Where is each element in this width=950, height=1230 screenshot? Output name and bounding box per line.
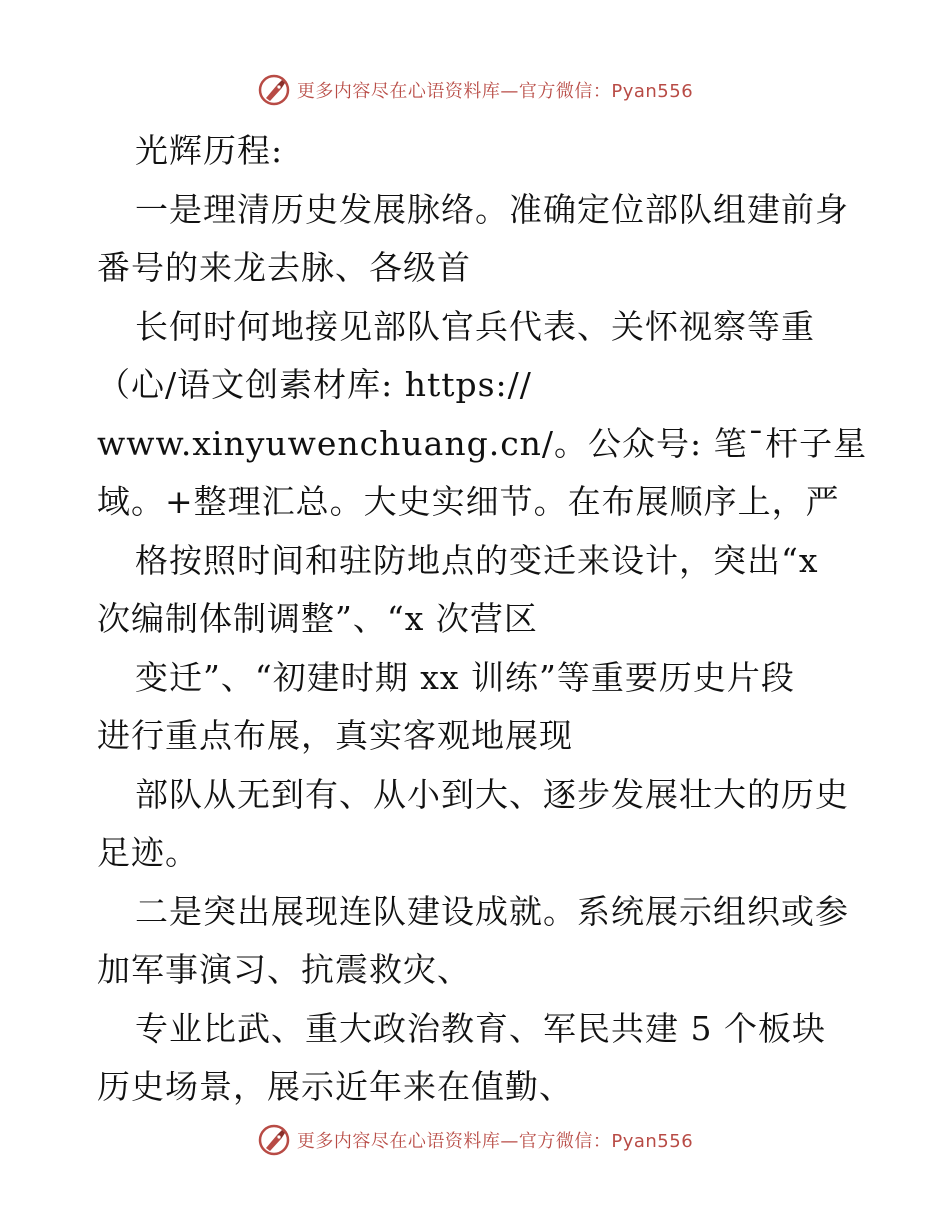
footer-banner <box>0 1120 950 1160</box>
section-heading: 光辉历程: <box>135 131 284 170</box>
paragraph-line: 加军事演习、抗震救灾、 <box>97 950 471 989</box>
pen-nib-logo-icon <box>257 73 291 107</box>
paragraph-line: 次编制体制调整”、“x 次营区 <box>97 599 538 638</box>
paragraph-line: 专业比武、重大政治教育、军民共建 5 个板块 <box>135 1008 826 1048</box>
paragraph-line: 二是突出展现连队建设成就。系统展示组织或参 <box>135 891 849 931</box>
paragraph-line: 历史场景，展示近年来在值勤、 <box>97 1067 573 1106</box>
header-banner-text: 更多内容尽在心语资料库—官方微信：Pyan556 <box>296 81 694 102</box>
header-banner <box>0 70 950 110</box>
paragraph-line: 长何时何地接见部队官兵代表、关怀视察等重 <box>135 306 815 346</box>
paragraph-line: 足迹。 <box>97 833 199 872</box>
paragraph-line: 进行重点布展，真实客观地展现 <box>97 716 573 755</box>
paragraph-line: 域。+整理汇总。大史实细节。在布展顺序上，严 <box>97 482 840 521</box>
paragraph-line: www.xinyuwenchuang.cn/。公众号: 笔¯杆子星 <box>97 423 868 463</box>
paragraph-line: 一是理清历史发展脉络。准确定位部队组建前身 <box>135 189 849 229</box>
footer-banner-text: 更多内容尽在心语资料库—官方微信：Pyan556 <box>296 1131 694 1152</box>
paragraph-line: （心/语文创素材库: https:// <box>97 365 532 404</box>
document-body <box>97 122 868 1117</box>
paragraph-line: 番号的来龙去脉、各级首 <box>97 248 471 287</box>
paragraph-line: 格按照时间和驻防地点的变迁来设计，突出“x <box>135 540 819 580</box>
paragraph-line: 变迁”、“初建时期 xx 训练”等重要历史片段 <box>135 657 795 697</box>
paragraph-line: 部队从无到有、从小到大、逐步发展壮大的历史 <box>135 774 849 814</box>
pen-nib-logo-icon <box>257 1123 291 1157</box>
